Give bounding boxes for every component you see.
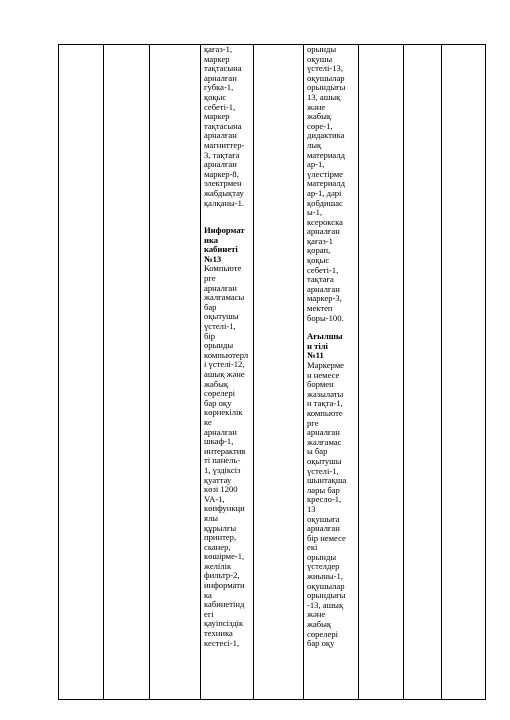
text-line: шкаф-1, xyxy=(204,436,234,447)
table-cell-col4 xyxy=(201,45,254,700)
text-line: қоқыс xyxy=(307,255,330,266)
text-line: рге xyxy=(307,417,319,428)
text-line: және xyxy=(307,609,326,620)
text-line: маркер xyxy=(204,53,230,64)
text-line: губка-1, xyxy=(204,82,234,93)
text-line: фильтр-2, xyxy=(204,570,240,581)
text-line: тақтасына xyxy=(204,120,242,131)
text-line: н тақта-1, xyxy=(307,398,343,409)
text-line: арналған xyxy=(204,130,237,141)
text-line: тақтаға xyxy=(307,274,334,285)
text-line: орындығы xyxy=(307,590,346,601)
table-cell-col2 xyxy=(104,45,150,700)
text-line: ялы xyxy=(204,512,219,523)
text-line: көрнекілік xyxy=(204,407,243,418)
text-line: арналған xyxy=(204,159,237,170)
text-line: үстелі-13, xyxy=(307,63,343,74)
text-line: орындығы xyxy=(307,82,346,93)
text-line: ті панель- xyxy=(204,455,241,466)
text-line: арналған xyxy=(307,283,340,294)
text-line: интерактив xyxy=(204,445,246,456)
table-row xyxy=(59,45,486,700)
text-line: үстелі-1, xyxy=(307,465,339,476)
text-line: лары бар xyxy=(307,484,340,495)
text-line: 13, ашық xyxy=(307,91,341,102)
text-line: кресло-1, xyxy=(307,494,342,505)
text-line: жабдықтау xyxy=(204,187,244,198)
text-line: -13, ашық xyxy=(307,599,344,610)
text-line: VA-1, xyxy=(204,493,225,504)
text-line: қауіпсіздік xyxy=(204,618,244,629)
text-line: ашық және xyxy=(204,369,245,379)
text-line: құрылғы xyxy=(204,522,237,533)
text-line: бір немесе xyxy=(307,532,346,543)
text-line: үлестірме xyxy=(307,168,343,179)
text-line: информати xyxy=(204,580,245,591)
text-line: кестесі-1, xyxy=(204,637,240,648)
text-line: және xyxy=(307,101,326,112)
text-line: қағаз-1, xyxy=(204,44,233,54)
text-line: принтер, xyxy=(204,532,237,543)
text-line: жабық xyxy=(307,111,332,122)
text-line: себеті-1, xyxy=(307,264,339,275)
text-line: №11 xyxy=(307,350,324,361)
inventory-table xyxy=(58,44,486,700)
text-line: техника xyxy=(204,628,233,639)
table-cell-col3 xyxy=(150,45,201,700)
text-line: оқытушы xyxy=(307,455,342,466)
spacer xyxy=(204,208,251,226)
text-line: оқушылар xyxy=(307,580,345,591)
col4-block1 xyxy=(204,45,251,208)
text-line: маркер xyxy=(204,111,230,122)
text-line: кабинетінд xyxy=(204,599,245,610)
text-line: Маркерме xyxy=(307,360,344,370)
text-line: ика xyxy=(204,234,219,245)
text-line: сөрелері xyxy=(204,388,236,399)
text-line: Информат xyxy=(204,225,245,236)
text-line: көпфункци xyxy=(204,503,245,514)
text-line: егі xyxy=(204,608,214,619)
text-line: желілік xyxy=(204,560,232,571)
text-line: лық xyxy=(307,139,322,150)
text-line: бормен xyxy=(307,379,334,390)
text-line: арналған xyxy=(307,523,340,534)
text-line: ка xyxy=(204,589,212,600)
text-line: арналған xyxy=(204,72,237,83)
text-line: оқытушы xyxy=(204,311,239,322)
text-line: маркер-3, xyxy=(307,293,342,304)
text-line: оқушыға xyxy=(307,513,340,524)
text-line: ы бар xyxy=(307,446,328,457)
col6-block1 xyxy=(307,45,356,323)
text-line: қоқыс xyxy=(204,91,227,102)
text-line: №13 xyxy=(204,253,222,264)
text-line: жабық xyxy=(307,619,332,630)
text-line: і үстелі-12, xyxy=(204,359,245,370)
text-line: компьютерл xyxy=(204,349,249,360)
text-line: шынтақша xyxy=(307,475,347,486)
text-line: 3, тақтаға xyxy=(204,149,240,160)
text-line: жалғамасы xyxy=(204,292,245,303)
cell-text-col6 xyxy=(304,45,358,649)
text-line: жазылаты xyxy=(307,388,344,399)
text-line: бар оқу xyxy=(307,638,335,649)
text-line: Ағылшы xyxy=(307,331,343,342)
text-line: үстелі-1, xyxy=(204,321,236,332)
text-line: орынды xyxy=(307,44,337,54)
text-line: арналған xyxy=(307,427,340,438)
cell-text-col4 xyxy=(201,45,253,648)
text-line: арналған xyxy=(204,282,237,293)
table-cell-col6 xyxy=(304,45,359,700)
text-line: магниттер- xyxy=(204,139,245,150)
text-line: жабық xyxy=(204,378,229,389)
text-line: бір xyxy=(204,330,216,341)
col4-heading xyxy=(204,226,251,264)
text-line: қобдишас xyxy=(307,197,343,208)
text-line: мектеп xyxy=(307,303,333,314)
text-line: компьюте xyxy=(307,407,343,418)
table-cell-col8 xyxy=(404,45,442,700)
text-line: оқушы xyxy=(307,53,333,64)
text-line: дидактика xyxy=(307,130,345,141)
text-line: н тілі xyxy=(307,340,328,351)
text-line: сөре-1, xyxy=(307,120,333,131)
text-line: ар-1, дәрі xyxy=(307,187,342,198)
text-line: көшірме-1, xyxy=(204,551,245,562)
text-line: Компьюте xyxy=(204,263,242,274)
text-line: материалд xyxy=(307,178,345,189)
text-line: кабинеті xyxy=(204,244,238,255)
col6-block2 xyxy=(307,361,356,649)
text-line: материалд xyxy=(307,149,345,160)
table-cell-col5 xyxy=(254,45,304,700)
text-line: 1, үздіксіз xyxy=(204,464,241,475)
text-line: екі xyxy=(307,542,318,553)
text-line: жалғамас xyxy=(307,436,342,447)
text-line: сканер, xyxy=(204,541,231,552)
text-line: бар xyxy=(204,301,217,312)
col6-heading xyxy=(307,332,356,361)
table-cell-col1 xyxy=(59,45,104,700)
table-cell-col9 xyxy=(442,45,486,700)
text-line: рге xyxy=(204,273,216,284)
text-line: қалқаны-1. xyxy=(204,197,245,208)
text-line: бар оқу xyxy=(204,397,232,408)
text-line: себеті-1, xyxy=(204,101,236,112)
text-line: маркер-8, xyxy=(204,168,239,179)
text-line: қуаттау xyxy=(204,474,232,485)
text-line: 13 xyxy=(307,503,316,514)
text-line: н немесе xyxy=(307,369,340,380)
text-line: жиыны-1, xyxy=(307,571,343,582)
text-line: ы-1, xyxy=(307,207,323,218)
text-line: қорап, xyxy=(307,245,331,256)
text-line: боры-100. xyxy=(307,312,344,323)
text-line: ке xyxy=(204,416,212,427)
col4-block2 xyxy=(204,264,251,648)
table-cell-col7 xyxy=(359,45,404,700)
text-line: ар-1, xyxy=(307,159,325,170)
text-line: үстелдер xyxy=(307,561,340,572)
text-line: орынды xyxy=(204,340,234,351)
text-line: ксерокска xyxy=(307,216,343,227)
text-line: орынды xyxy=(307,551,337,562)
text-line: арналған xyxy=(307,226,340,237)
text-line: тақтасына xyxy=(204,63,242,74)
text-line: көзі 1200 xyxy=(204,484,238,495)
text-line: электрмен xyxy=(204,178,242,189)
text-line: сөрелері xyxy=(307,628,339,639)
text-line: оқушылар xyxy=(307,72,345,83)
text-line: қағаз-1 xyxy=(307,235,333,246)
text-line: арналған xyxy=(204,426,237,437)
